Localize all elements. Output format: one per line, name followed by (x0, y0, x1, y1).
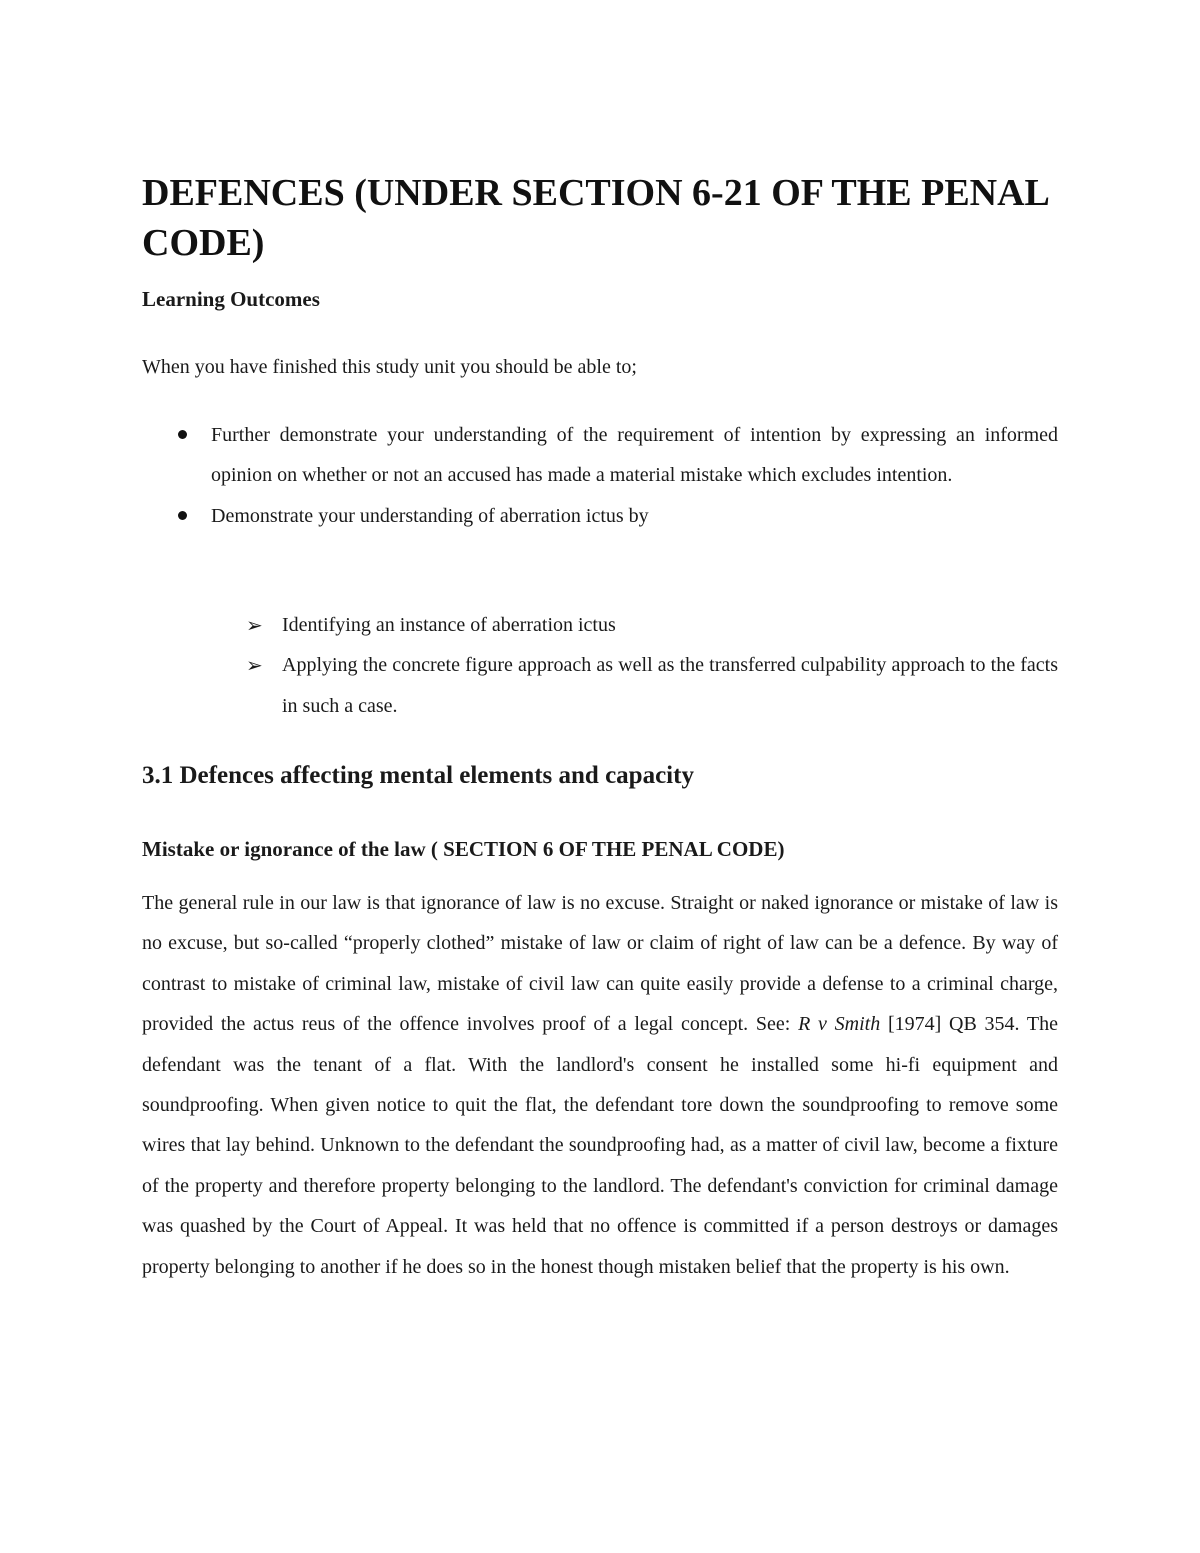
paragraph-text: The general rule in our law is that ignorance of law is no excuse. Straight or naked ignorance or mistake of law is no excuse, but so-called “properly clothed” mistake of law or claim of right of law can be a defence. By way of contrast to mistake of criminal law, mistake of civil law can quite easily provide a defense to a criminal charge, provided the actus reus of the offence involves proof of a legal concept. See: (142, 892, 1058, 1036)
intro-text: When you have finished this study unit you should be able to; (142, 356, 637, 378)
bullet-icon (178, 430, 187, 439)
list-item (142, 496, 1058, 536)
arrow-bullet-icon: ➢ (246, 653, 263, 678)
list-item (142, 605, 1058, 645)
list-item-text: Identifying an instance of aberration ictus (282, 614, 616, 636)
list-item-text: Demonstrate your understanding of aberration ictus by (211, 504, 649, 527)
list-item-text: Applying the concrete figure approach as well as the transferred culpability approach to the facts in such a case. (282, 654, 1058, 717)
list-item (142, 645, 1058, 726)
sub-heading: Mistake or ignorance of the law ( SECTION 6 OF THE PENAL CODE) (142, 837, 785, 861)
list-item (142, 415, 1058, 496)
paragraph-text: [1974] QB 354. The defendant was the tenant of a flat. With the landlord's consent he installed some hi-fi equipment and soundproofing. When given notice to quit the flat, the defendant tore down the soundproofing to remove some wires that lay behind. Unknown to the defendant the soundproofing had, as a matter of civil law, become a fixture of the property and therefore property belonging to the landlord. The defendant's conviction for criminal damage was quashed by the Court of Appeal. It was held that no offence is committed if a person destroys or damages property belonging to another if he does so in the honest though mistaken belief that the property is his own. (142, 1013, 1059, 1278)
arrow-bullet-icon: ➢ (246, 613, 263, 637)
sub-outcomes-list (142, 605, 1058, 726)
list-item-text: Further demonstrate your understanding of the requirement of intention by expressing an informed opinion on whether or not an accused has made a material mistake which excludes intention. (211, 424, 1058, 487)
bullet-icon (178, 511, 187, 520)
outcomes-list (142, 415, 1058, 536)
main-paragraph (142, 883, 1058, 1287)
document-title: DEFENCES (UNDER SECTION 6-21 OF THE PENAL CODE) (142, 172, 1048, 264)
learning-outcomes-heading: Learning Outcomes (142, 287, 320, 311)
section-heading: 3.1 Defences affecting mental elements and capacity (142, 762, 694, 789)
case-name: R v Smith (798, 1013, 881, 1036)
